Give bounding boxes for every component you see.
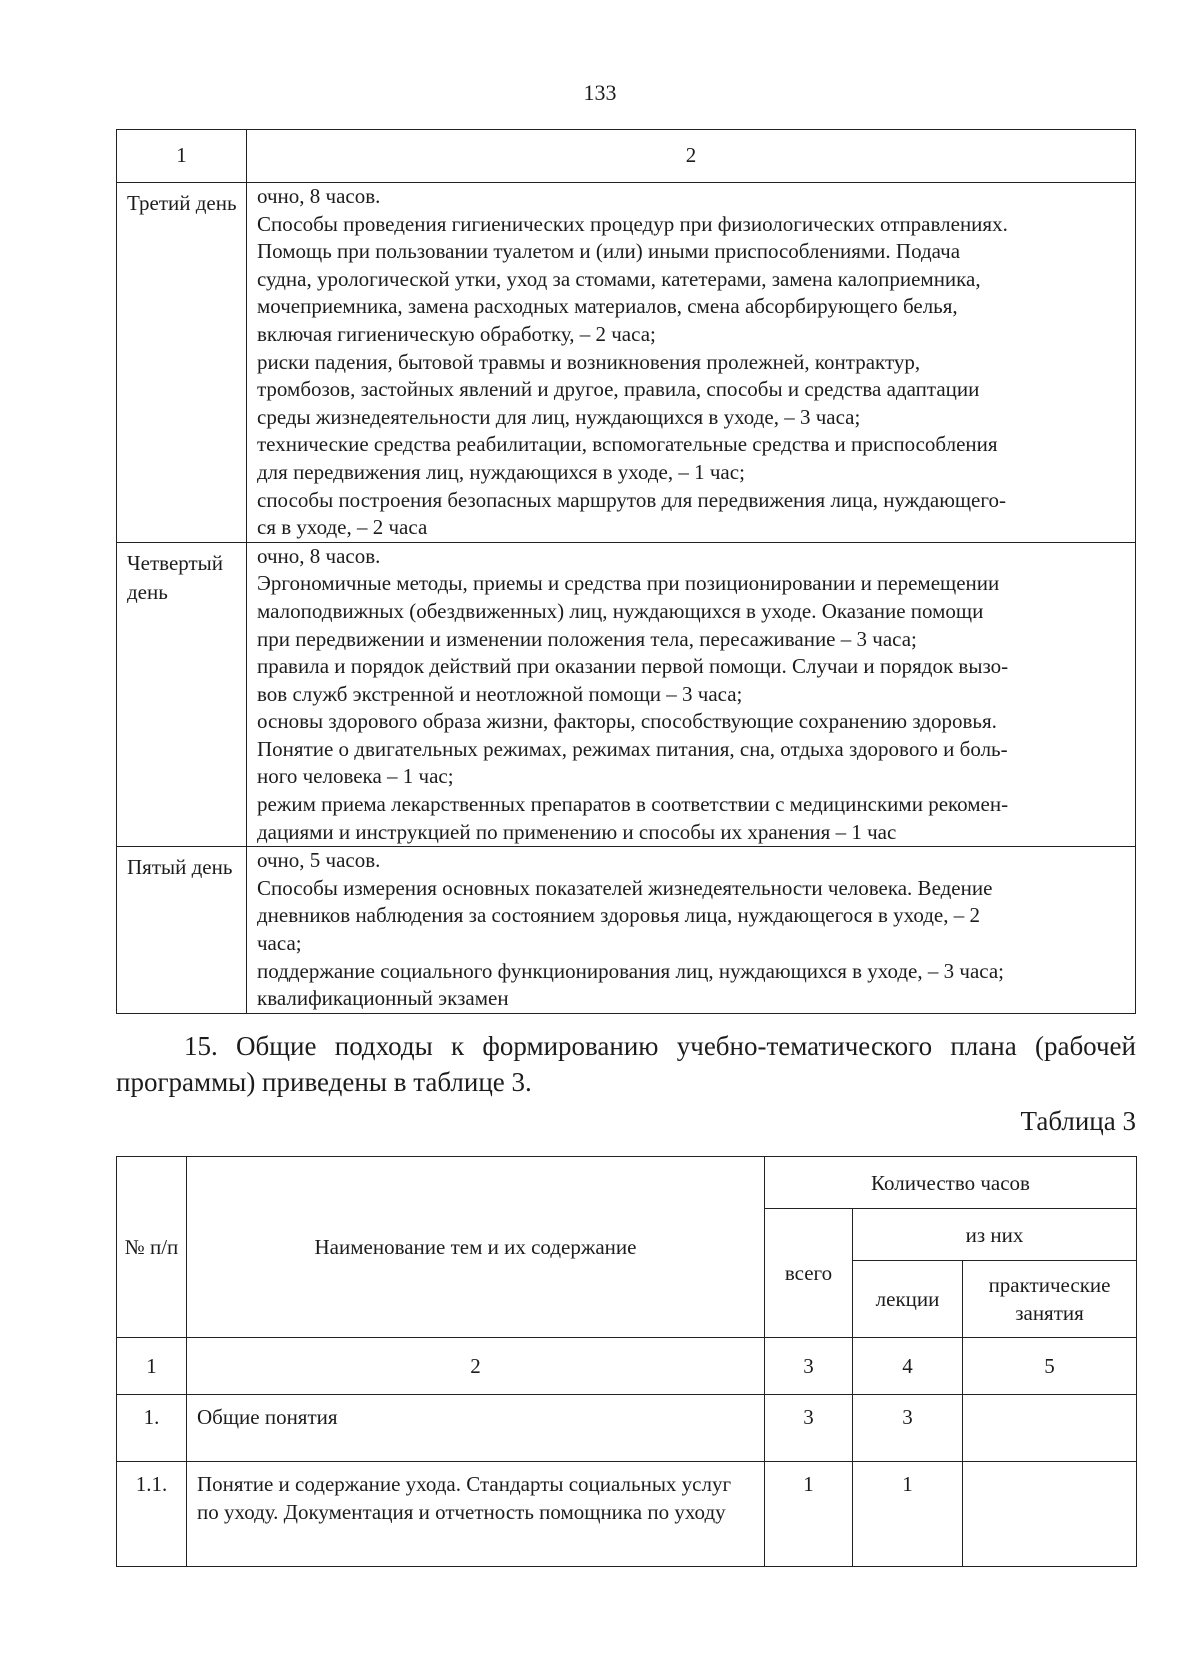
schedule-header-col2: 2 bbox=[247, 130, 1136, 183]
content-line: судна, урологической утки, уход за стомами, катетерами, замена калоприемника, bbox=[257, 266, 981, 291]
content-line: Способы измерения основных показателей жизнедеятельности человека. Ведение bbox=[257, 875, 993, 900]
content-line: квалификационный экзамен bbox=[257, 986, 509, 1011]
header-name: Наименование тем и их содержание bbox=[187, 1157, 765, 1338]
page-number: 133 bbox=[583, 80, 617, 105]
content-line: вов служб экстренной и неотложной помощи – 3 часа; bbox=[257, 681, 743, 706]
content-line: Эргономичные методы, приемы и средства при позиционировании и перемещении bbox=[257, 571, 1000, 596]
header-total: всего bbox=[765, 1209, 853, 1338]
day-content bbox=[247, 847, 1136, 1014]
content-line: очно, 5 часов. bbox=[257, 848, 381, 873]
content-line: риски падения, бытовой травмы и возникновения пролежней, контрактур, bbox=[257, 349, 921, 374]
column-number: 2 bbox=[187, 1338, 765, 1395]
content-line: ного человека – 1 час; bbox=[257, 764, 454, 789]
column-number: 1 bbox=[117, 1338, 187, 1395]
day-label: Пятый день bbox=[117, 847, 247, 1014]
row-name: Общие понятия bbox=[187, 1395, 765, 1462]
row-name: Понятие и содержание ухода. Стандарты социальных услуг по уходу. Документация и отчетность помощника по уходу bbox=[187, 1462, 765, 1567]
content-line: тромбозов, застойных явлений и другое, правила, способы и средства адаптации bbox=[257, 377, 980, 402]
schedule-header-row bbox=[117, 130, 1136, 183]
schedule-row-day4 bbox=[117, 542, 1136, 847]
schedule-header-col1: 1 bbox=[117, 130, 247, 183]
curriculum-table bbox=[116, 1156, 1137, 1567]
row-num: 1.1. bbox=[117, 1462, 187, 1567]
content-line: поддержание социального функционирования лиц, нуждающихся в уходе, – 3 часа; bbox=[257, 958, 1004, 983]
header-of-which: из них bbox=[853, 1209, 1137, 1261]
content-line: дациями и инструкцией по применению и способы их хранения – 1 час bbox=[257, 819, 897, 844]
section-paragraph: 15. Общие подходы к формированию учебно-тематического плана (рабочей программы) приведены в таблице 3. bbox=[116, 1031, 1136, 1097]
schedule-table bbox=[116, 129, 1136, 1014]
row-lectures: 1 bbox=[853, 1462, 963, 1567]
header-practice: практические занятия bbox=[963, 1261, 1137, 1338]
content-line: при передвижении и изменении положения тела, пересаживание – 3 часа; bbox=[257, 626, 917, 651]
content-line: малоподвижных (обездвиженных) лиц, нуждающихся в уходе. Оказание помощи bbox=[257, 598, 984, 623]
row-lectures: 3 bbox=[853, 1395, 963, 1462]
content-line: режим приема лекарственных препаратов в соответствии с медицинскими рекомен- bbox=[257, 792, 1009, 817]
content-line: основы здорового образа жизни, факторы, способствующие сохранению здоровья. bbox=[257, 709, 997, 734]
row-total: 1 bbox=[765, 1462, 853, 1567]
day-label: Четвертый день bbox=[117, 542, 247, 847]
table-row bbox=[117, 1462, 1137, 1567]
header-hours: Количество часов bbox=[765, 1157, 1137, 1209]
content-line: способы построения безопасных маршрутов для передвижения лица, нуждающего- bbox=[257, 487, 1006, 512]
day-label: Третий день bbox=[117, 183, 247, 543]
content-line: Помощь при пользовании туалетом и (или) иными приспособлениями. Подача bbox=[257, 239, 961, 264]
row-practice bbox=[963, 1462, 1137, 1567]
column-numbers-row bbox=[117, 1338, 1137, 1395]
header-num: № п/п bbox=[117, 1157, 187, 1338]
content-line: мочеприемника, замена расходных материалов, смена абсорбирующего белья, bbox=[257, 294, 958, 319]
content-line: правила и порядок действий при оказании первой помощи. Случаи и порядок вызо- bbox=[257, 654, 1009, 679]
content-line: очно, 8 часов. bbox=[257, 543, 381, 568]
content-line: дневников наблюдения за состоянием здоровья лица, нуждающегося в уходе, – 2 bbox=[257, 903, 980, 928]
row-practice bbox=[963, 1395, 1137, 1462]
schedule-row-day3 bbox=[117, 183, 1136, 543]
row-num: 1. bbox=[117, 1395, 187, 1462]
content-line: часа; bbox=[257, 931, 302, 956]
column-number: 3 bbox=[765, 1338, 853, 1395]
header-lectures: лекции bbox=[853, 1261, 963, 1338]
content-line: включая гигиеническую обработку, – 2 часа; bbox=[257, 321, 656, 346]
table3-header-row bbox=[117, 1157, 1137, 1209]
day-content bbox=[247, 183, 1136, 543]
table-caption: Таблица 3 bbox=[1020, 1106, 1136, 1136]
column-number: 4 bbox=[853, 1338, 963, 1395]
content-line: очно, 8 часов. bbox=[257, 184, 381, 208]
table-row bbox=[117, 1395, 1137, 1462]
column-number: 5 bbox=[963, 1338, 1137, 1395]
content-line: технические средства реабилитации, вспомогательные средства и приспособления bbox=[257, 432, 998, 457]
content-line: для передвижения лиц, нуждающихся в уходе, – 1 час; bbox=[257, 459, 745, 484]
day-content bbox=[247, 542, 1136, 847]
content-line: Понятие о двигательных режимах, режимах питания, сна, отдыха здорового и боль- bbox=[257, 736, 1008, 761]
schedule-row-day5 bbox=[117, 847, 1136, 1014]
row-total: 3 bbox=[765, 1395, 853, 1462]
content-line: ся в уходе, – 2 часа bbox=[257, 515, 428, 540]
content-line: Способы проведения гигиенических процедур при физиологических отправлениях. bbox=[257, 211, 1008, 236]
content-line: среды жизнедеятельности для лиц, нуждающихся в уходе, – 3 часа; bbox=[257, 404, 861, 429]
